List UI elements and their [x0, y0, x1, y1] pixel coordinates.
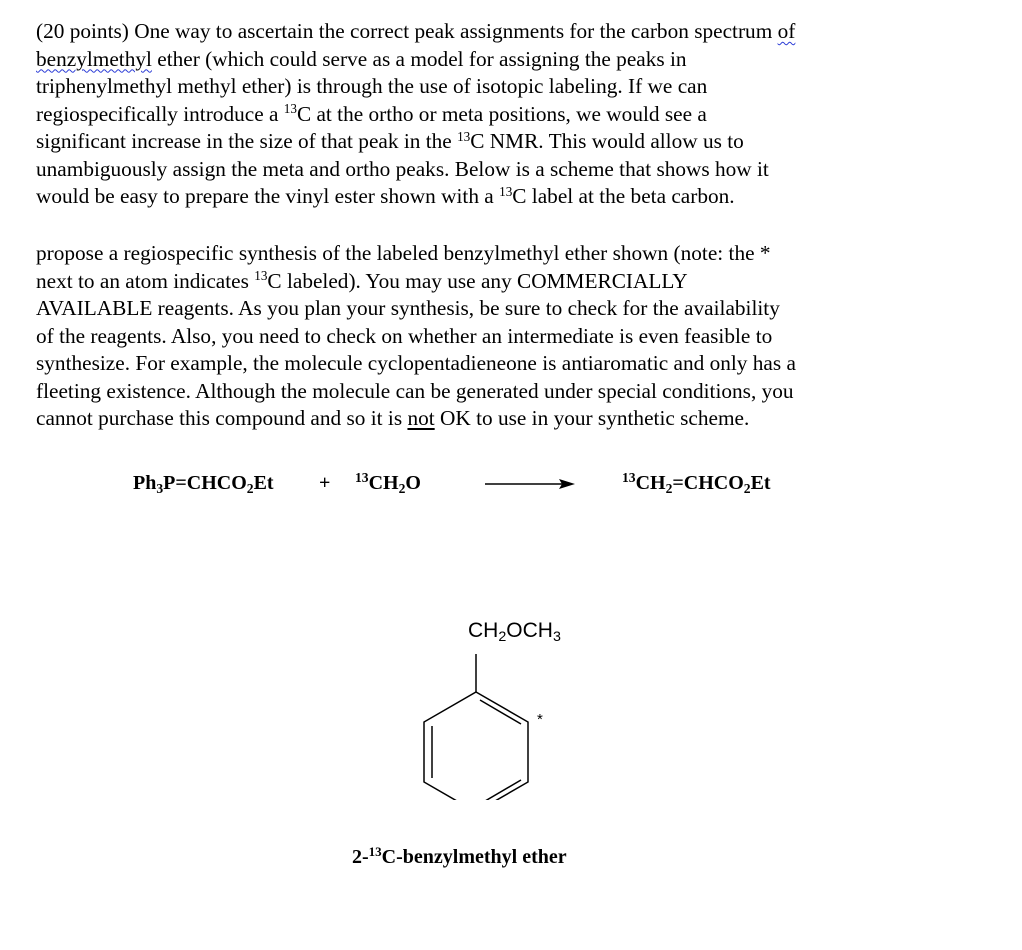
product-vinyl-ester: $^{13}CH_2=CHCO_2Et$ [622, 469, 771, 496]
substituent-label: $CH_2OCH_3$ [468, 619, 561, 645]
intro-line-7: would be easy to prepare the vinyl ester shown with a $^{13}$C label at the beta carbon. [36, 183, 735, 208]
double-bond [480, 700, 521, 724]
task-line-2: next to an atom indicates $^{13}$C labeled). You may use any COMMERCIALLY [36, 268, 688, 293]
task-line-5: synthesize. For example, the molecule cyclopentadieneone is antiaromatic and only has a [36, 351, 796, 375]
spellcheck-underline: of [777, 19, 796, 43]
intro-line-3: triphenylmethyl methyl ether) is through the use of isotopic labeling. If we can [36, 74, 708, 98]
intro-paragraph [36, 18, 906, 211]
task-line-1: propose a regiospecific synthesis of the labeled benzylmethyl ether shown (note: the * [36, 241, 771, 265]
spellcheck-underline: benzylmethyl [36, 46, 152, 71]
reaction-arrow-icon [485, 476, 575, 492]
intro-line-4: regiospecifically introduce a $^{13}$C at the ortho or meta positions, we would see a [36, 101, 707, 126]
benzene-ring [424, 692, 528, 800]
task-line-3: AVAILABLE reagents. As you plan your synthesis, be sure to check for the availability [36, 296, 780, 320]
intro-line-2: benzylmethyl ether (which could serve as a model for assigning the peaks in [36, 46, 687, 71]
reactant-ylide: $Ph_3P=CHCO_2Et$ [133, 472, 274, 496]
intro-line-1: (20 points) One way to ascertain the correct peak assignments for the carbon spectrum of [36, 19, 796, 43]
intro-line-6: unambiguously assign the meta and ortho peaks. Below is a scheme that shows how it [36, 156, 769, 181]
task-line-6: fleeting existence. Although the molecule can be generated under special conditions, you [36, 378, 794, 403]
underlined-word: not [407, 406, 435, 430]
label-asterisk: * [537, 711, 543, 728]
reactant-formaldehyde: $^{13}CH_2O$ [355, 469, 421, 496]
task-paragraph [36, 240, 906, 433]
compound-caption: 2-$^{13}$C-benzylmethyl ether [352, 843, 567, 868]
intro-line-5: significant increase in the size of that peak in the $^{13}$C NMR. This would allow us to [36, 128, 744, 153]
task-line-4: of the reagents. Also, you need to check on whether an intermediate is even feasible to [36, 323, 773, 348]
benzene-ring-structure [410, 650, 550, 800]
task-line-7: cannot purchase this compound and so it is not OK to use in your synthetic scheme. [36, 406, 750, 430]
plus-sign: + [319, 472, 331, 494]
